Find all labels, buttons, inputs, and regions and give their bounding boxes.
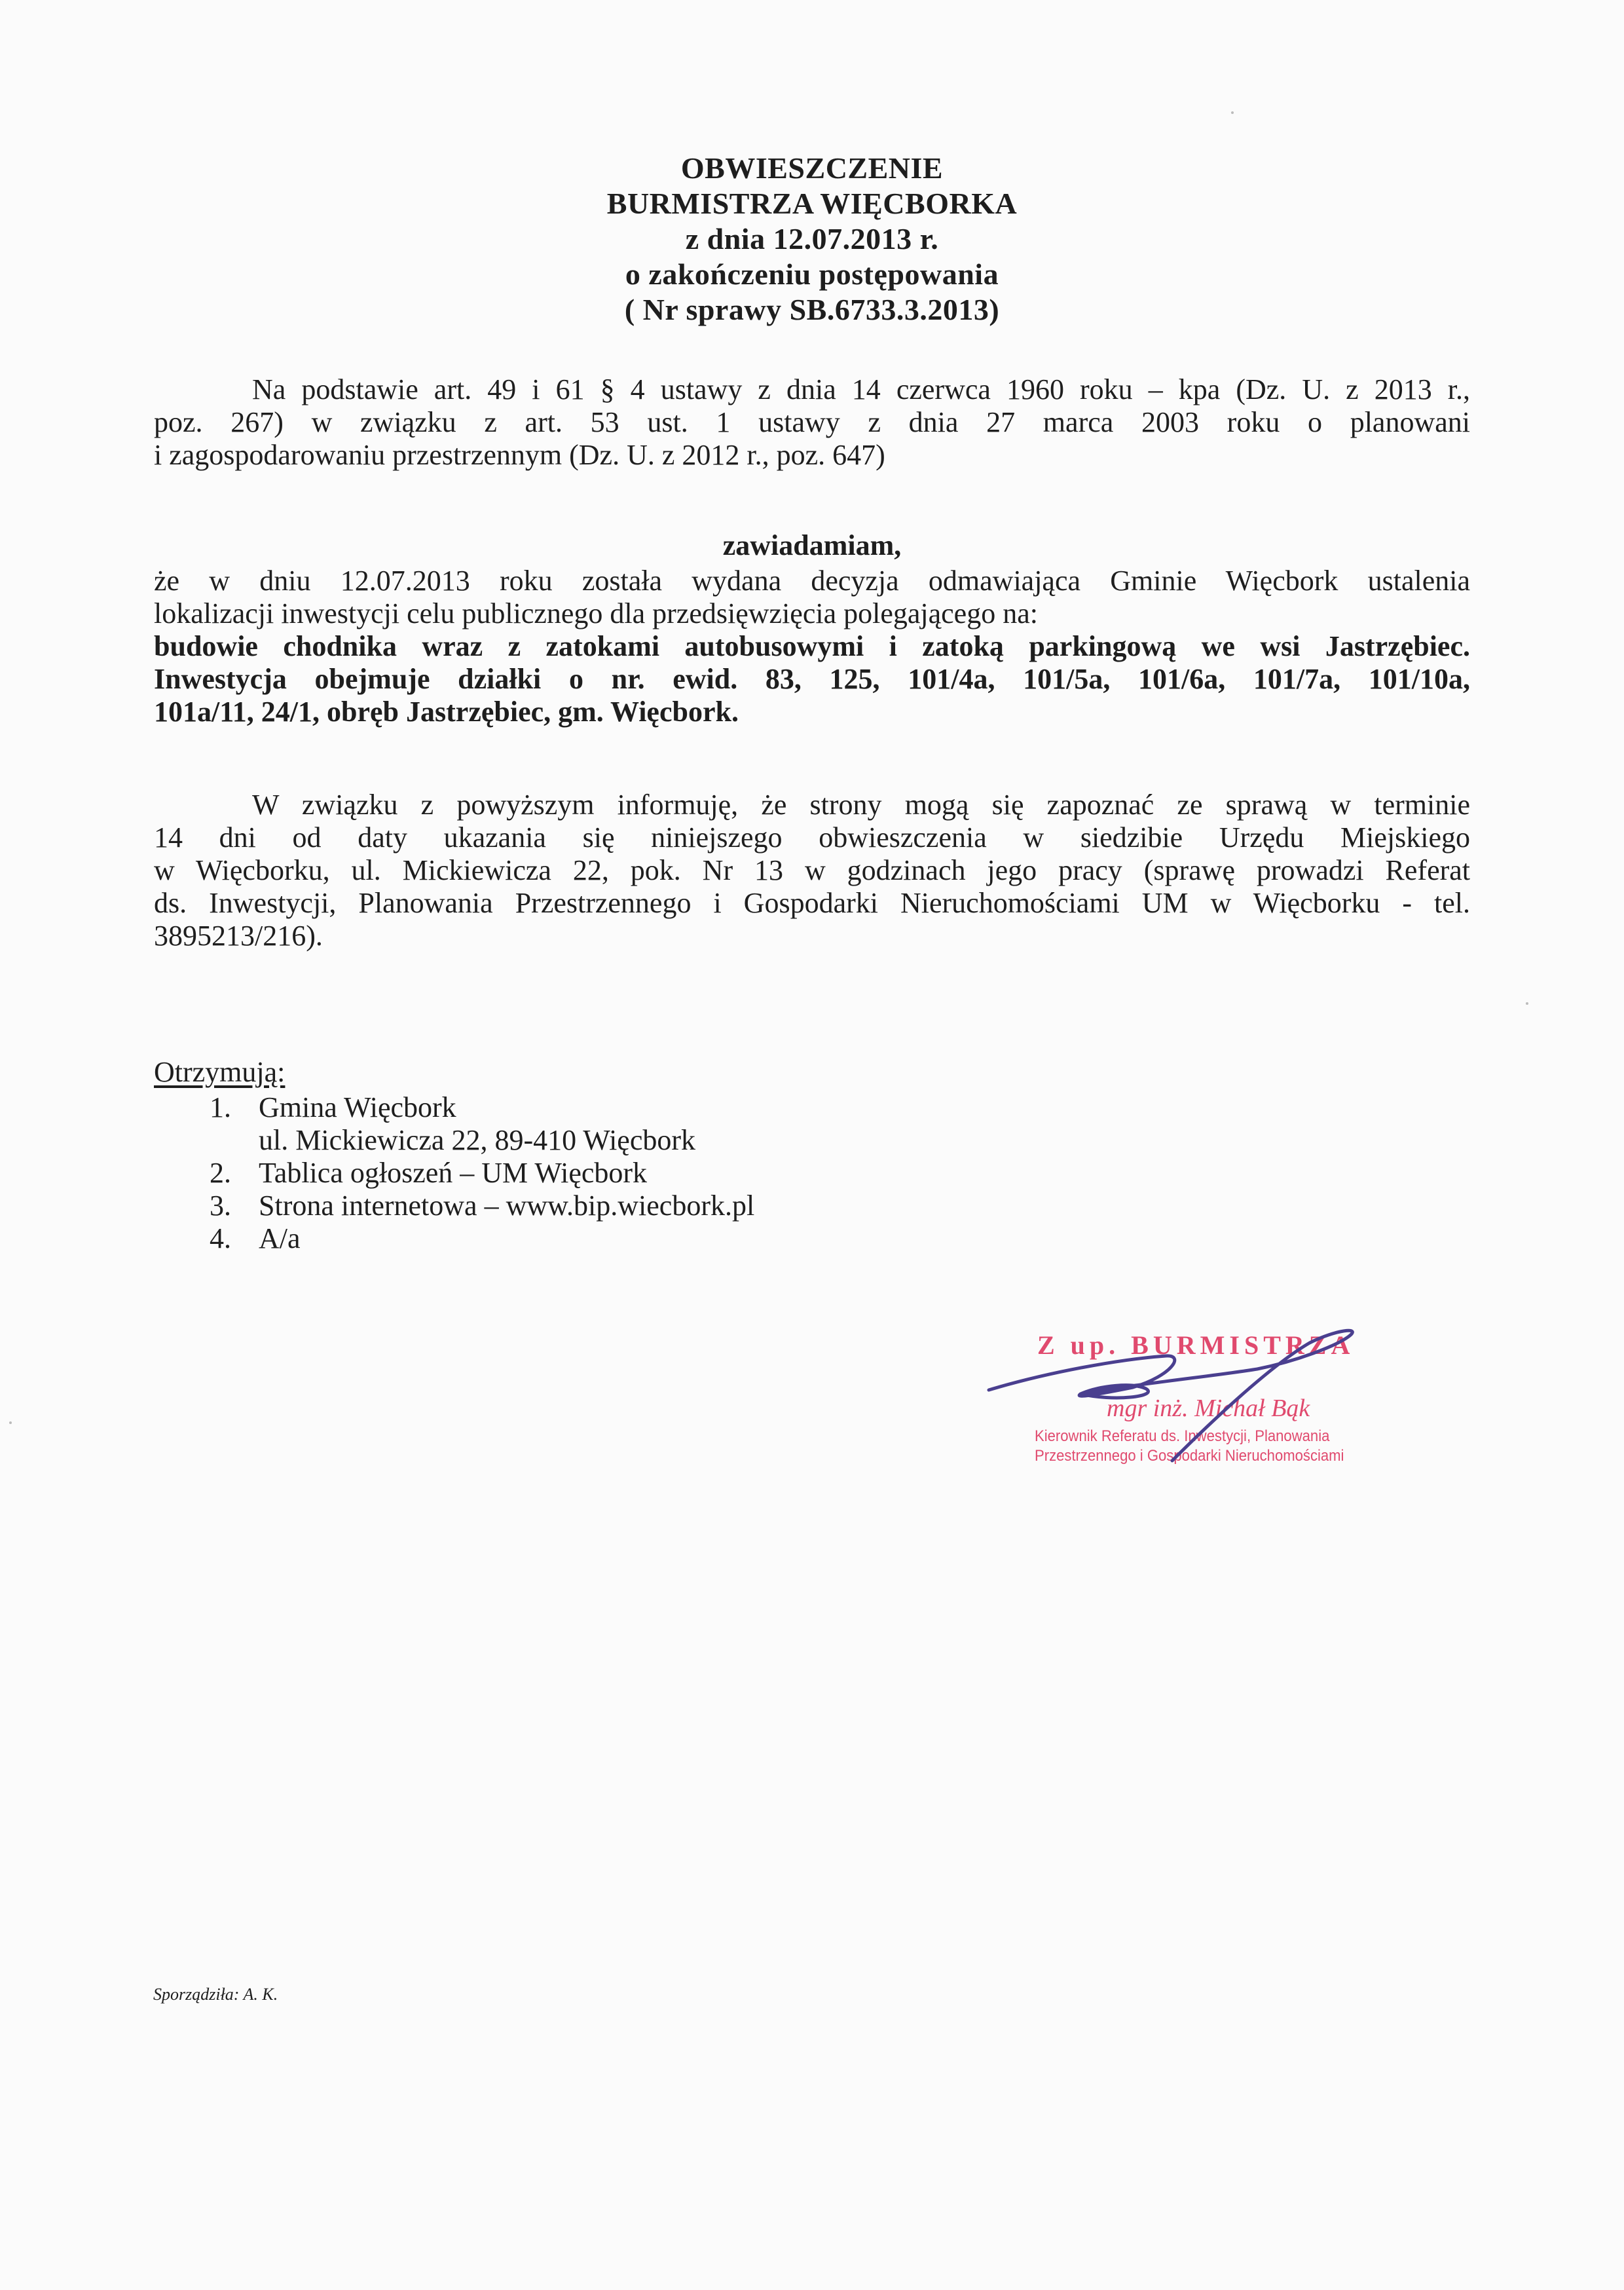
paragraph-line: poz. 267) w związku z art. 53 ust. 1 ustawy z dnia 27 marca 2003 roku o planowani xyxy=(154,406,1470,438)
paragraph-line: W związku z powyższym informuję, że strony mogą się zapoznać ze sprawą w terminie xyxy=(252,789,1470,821)
paragraph-line: ds. Inwestycji, Planowania Przestrzennego i Gospodarki Nieruchomościami UM w Więcborku - tel. xyxy=(154,887,1470,919)
paragraph-line: że w dniu 12.07.2013 roku została wydana decyzja odmawiająca Gminie Więcbork ustalenia xyxy=(154,565,1470,597)
recipient-address: ul. Mickiewicza 22, 89-410 Więcbork xyxy=(259,1124,696,1156)
recipient-item xyxy=(210,1091,754,1124)
header-case-number: ( Nr sprawy SB.6733.3.2013) xyxy=(624,293,1000,326)
paragraph-line: Na podstawie art. 49 i 61 § 4 ustawy z dnia 14 czerwca 1960 roku – kpa (Dz. U. z 2013 r., xyxy=(252,373,1470,405)
recipient-text: Gmina Więcbork xyxy=(259,1091,456,1123)
prepared-by: Sporządziła: A. K. xyxy=(153,1985,278,2004)
announcement-heading: zawiadamiam, xyxy=(722,529,902,561)
investment-description-line: budowie chodnika wraz z zatokami autobusowymi i zatoką parkingową we wsi Jastrzębiec. xyxy=(154,630,1470,662)
recipient-number: 1. xyxy=(210,1091,231,1123)
recipient-number: 4. xyxy=(210,1222,231,1254)
stamp-authority: Z up. BURMISTRZA xyxy=(1037,1330,1355,1360)
header-subject: o zakończeniu postępowania xyxy=(625,257,999,291)
legal-basis-paragraph xyxy=(154,373,1470,472)
recipient-text: Tablica ogłoszeń – UM Więcbork xyxy=(259,1157,648,1189)
scan-speck xyxy=(1231,111,1234,114)
recipient-number: 2. xyxy=(210,1157,231,1189)
parcel-numbers-line: 101a/11, 24/1, obręb Jastrzębiec, gm. Więcbork. xyxy=(154,696,739,728)
information-paragraph xyxy=(154,789,1470,952)
stamp-role-line: Kierownik Referatu ds. Inwestycji, Planowania xyxy=(1035,1427,1330,1445)
recipient-text: Strona internetowa – www.bip.wiecbork.pl xyxy=(259,1190,755,1222)
stamp-role-line: Przestrzennego i Gospodarki Nieruchomościami xyxy=(1035,1447,1344,1465)
header-issuer: BURMISTRZA WIĘCBORKA xyxy=(606,187,1018,220)
document-header xyxy=(0,151,1624,328)
recipient-text: A/a xyxy=(259,1222,301,1254)
paragraph-line: 3895213/216). xyxy=(154,920,323,952)
paragraph-line: w Więcborku, ul. Mickiewicza 22, pok. Nr 13 w godzinach jego pracy (sprawę prowadzi Referat xyxy=(154,854,1470,886)
recipient-number: 3. xyxy=(210,1190,231,1222)
paragraph-line: 14 dni od daty ukazania się niniejszego obwieszczenia w siedzibie Urzędu Miejskiego xyxy=(154,821,1470,854)
decision-paragraph xyxy=(154,565,1470,728)
recipients-title: Otrzymują: xyxy=(154,1056,286,1088)
paragraph-line: lokalizacji inwestycji celu publicznego dla przedsięwzięcia polegającego na: xyxy=(154,597,1038,629)
header-date: z dnia 12.07.2013 r. xyxy=(685,222,939,255)
recipient-item xyxy=(210,1222,754,1255)
paragraph-line: i zagospodarowaniu przestrzennym (Dz. U. z 2012 r., poz. 647) xyxy=(154,439,885,471)
recipient-item xyxy=(210,1190,754,1222)
header-title: OBWIESZCZENIE xyxy=(680,151,944,185)
stamp-signatory-role xyxy=(1035,1427,1344,1466)
official-stamp xyxy=(1008,1317,1401,1474)
scan-speck xyxy=(1526,1002,1528,1005)
recipients-list xyxy=(154,1056,754,1255)
stamp-signatory-name: mgr inż. Michał Bąk xyxy=(1107,1395,1310,1422)
parcel-numbers-line: Inwestycja obejmuje działki o nr. ewid. 83, 125, 101/4a, 101/5a, 101/6a, 101/7a, 101/10a, xyxy=(154,663,1470,695)
scan-speck xyxy=(9,1421,12,1424)
recipient-item xyxy=(210,1157,754,1190)
